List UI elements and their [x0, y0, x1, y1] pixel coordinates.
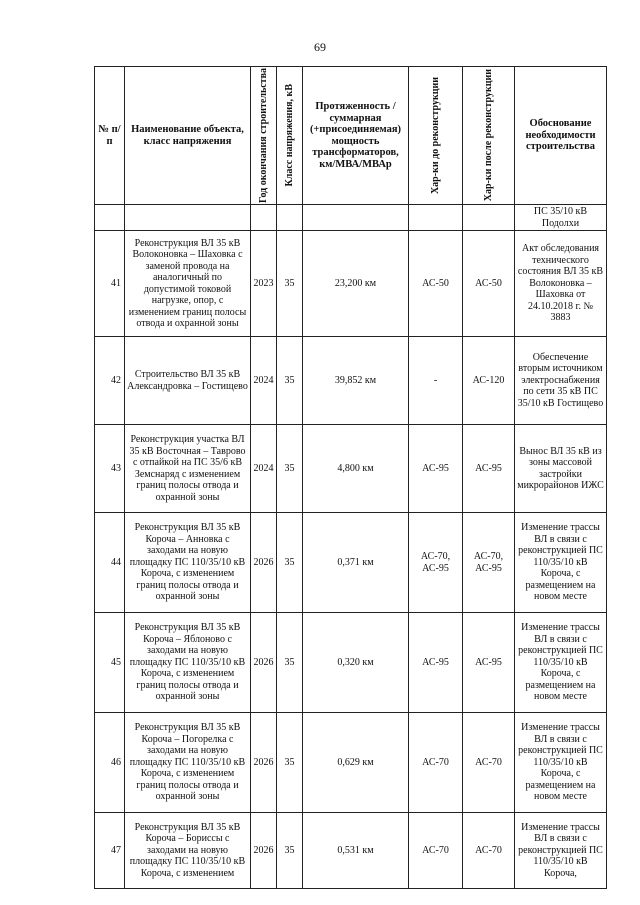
table-row — [95, 513, 607, 613]
cell-voltage: 35 — [277, 613, 303, 713]
header-num: № п/п — [95, 67, 125, 205]
cell-name: Реконструкция ВЛ 35 кВ Короча – Бориссы с заходами на новую площадку ПС 110/35/10 кВ Короча, с изменением — [125, 813, 251, 889]
cell-name: Реконструкция участка ВЛ 35 кВ Восточная – Таврово с отпайкой на ПС 35/6 кВ Земснаряд с изменением границ полосы отвода и охранной зоны — [125, 425, 251, 513]
table-row — [95, 231, 607, 337]
cell-before: АС-70, АС-95 — [409, 513, 463, 613]
cell-num: 47 — [95, 813, 125, 889]
header-after: Хар-ки после реконструкции — [463, 67, 515, 205]
cell-basis: Акт обследования технического состояния ВЛ 35 кВ Волоконовка – Шаховка от 24.10.2018 г. № 3883 — [515, 231, 607, 337]
cell-before: АС-95 — [409, 613, 463, 713]
cell-before: АС-70 — [409, 813, 463, 889]
table-row-continued — [95, 205, 607, 231]
cell-year: 2026 — [251, 613, 277, 713]
cell-name: Реконструкция ВЛ 35 кВ Короча – Яблоново с заходами на новую площадку ПС 110/35/10 кВ Короча, с изменением границ полосы отвода и охранной зоны — [125, 613, 251, 713]
header-length: Протяженность / суммарная (+присоединяемая) мощность трансформаторов, км/МВА/МВАр — [303, 67, 409, 205]
cell-length: 4,800 км — [303, 425, 409, 513]
cell-before: АС-95 — [409, 425, 463, 513]
cell-year: 2023 — [251, 231, 277, 337]
header-name: Наименование объекта, класс напряжения — [125, 67, 251, 205]
cell-after: АС-95 — [463, 425, 515, 513]
table-row — [95, 813, 607, 889]
cell-name: Реконструкция ВЛ 35 кВ Короча – Погорелка с заходами на новую площадку ПС 110/35/10 кВ Короча, с изменением границ полосы отвода и охранной зоны — [125, 713, 251, 813]
cell-year: 2024 — [251, 337, 277, 425]
cell-voltage: 35 — [277, 231, 303, 337]
cell-basis: Изменение трассы ВЛ в связи с реконструкцией ПС 110/35/10 кВ Короча, с размещением на новом месте — [515, 613, 607, 713]
cell-num: 44 — [95, 513, 125, 613]
table-row — [95, 613, 607, 713]
cell-voltage: 35 — [277, 713, 303, 813]
cell-before: - — [409, 337, 463, 425]
cell-name: Реконструкция ВЛ 35 кВ Короча – Анновка с заходами на новую площадку ПС 110/35/10 кВ Короча, с изменением границ полосы отвода и охранной зоны — [125, 513, 251, 613]
cell-voltage: 35 — [277, 813, 303, 889]
cell-voltage: 35 — [277, 513, 303, 613]
cell-voltage: 35 — [277, 425, 303, 513]
cell-year: 2024 — [251, 425, 277, 513]
cell-after: АС-70, АС-95 — [463, 513, 515, 613]
cell-after: АС-70 — [463, 813, 515, 889]
cell-length: 0,531 км — [303, 813, 409, 889]
cell-basis: Изменение трассы ВЛ в связи с реконструкцией ПС 110/35/10 кВ Короча, с размещением на новом месте — [515, 713, 607, 813]
header-before: Хар-ки до реконструкции — [409, 67, 463, 205]
cell-after: АС-50 — [463, 231, 515, 337]
cell-year: 2026 — [251, 813, 277, 889]
cell-basis: Обеспечение вторым источником электроснабжения по сети 35 кВ ПС 35/10 кВ Гостищево — [515, 337, 607, 425]
cell-name: Строительство ВЛ 35 кВ Александровка – Гостищево — [125, 337, 251, 425]
cell-num: 46 — [95, 713, 125, 813]
cell-before: АС-50 — [409, 231, 463, 337]
cell-num: 41 — [95, 231, 125, 337]
cell-year: 2026 — [251, 713, 277, 813]
cell-voltage: 35 — [277, 337, 303, 425]
table-row — [95, 337, 607, 425]
cell-length: 23,200 км — [303, 231, 409, 337]
cell-after: АС-120 — [463, 337, 515, 425]
cell-basis: Изменение трассы ВЛ в связи с реконструкцией ПС 110/35/10 кВ Короча, с размещением на новом месте — [515, 513, 607, 613]
cell-year: 2026 — [251, 513, 277, 613]
cell-basis: Изменение трассы ВЛ в связи с реконструкцией ПС 110/35/10 кВ Короча, — [515, 813, 607, 889]
cell-after: АС-70 — [463, 713, 515, 813]
table-header-row — [95, 67, 607, 205]
table-row — [95, 713, 607, 813]
header-year: Год окончания строительства — [251, 67, 277, 205]
cell-length: 0,629 км — [303, 713, 409, 813]
cell-name: Реконструкция ВЛ 35 кВ Волоконовка – Шаховка с заменой провода на аналогичный по допустимой токовой нагрузке, опор, с изменением границ полосы отвода и охранной зоны — [125, 231, 251, 337]
cell-num: 45 — [95, 613, 125, 713]
table-row — [95, 425, 607, 513]
cell-num: 42 — [95, 337, 125, 425]
cell-num: 43 — [95, 425, 125, 513]
cell-basis: ПС 35/10 кВ Подолхи — [515, 205, 607, 231]
header-voltage: Класс напряжения, кВ — [277, 67, 303, 205]
header-basis: Обоснование необходимости строительства — [515, 67, 607, 205]
cell-length: 39,852 км — [303, 337, 409, 425]
cell-length: 0,320 км — [303, 613, 409, 713]
objects-table — [94, 66, 607, 889]
cell-after: АС-95 — [463, 613, 515, 713]
cell-basis: Вынос ВЛ 35 кВ из зоны массовой застройки микрорайонов ИЖС — [515, 425, 607, 513]
page-number: 69 — [314, 40, 326, 54]
cell-before: АС-70 — [409, 713, 463, 813]
cell-length: 0,371 км — [303, 513, 409, 613]
